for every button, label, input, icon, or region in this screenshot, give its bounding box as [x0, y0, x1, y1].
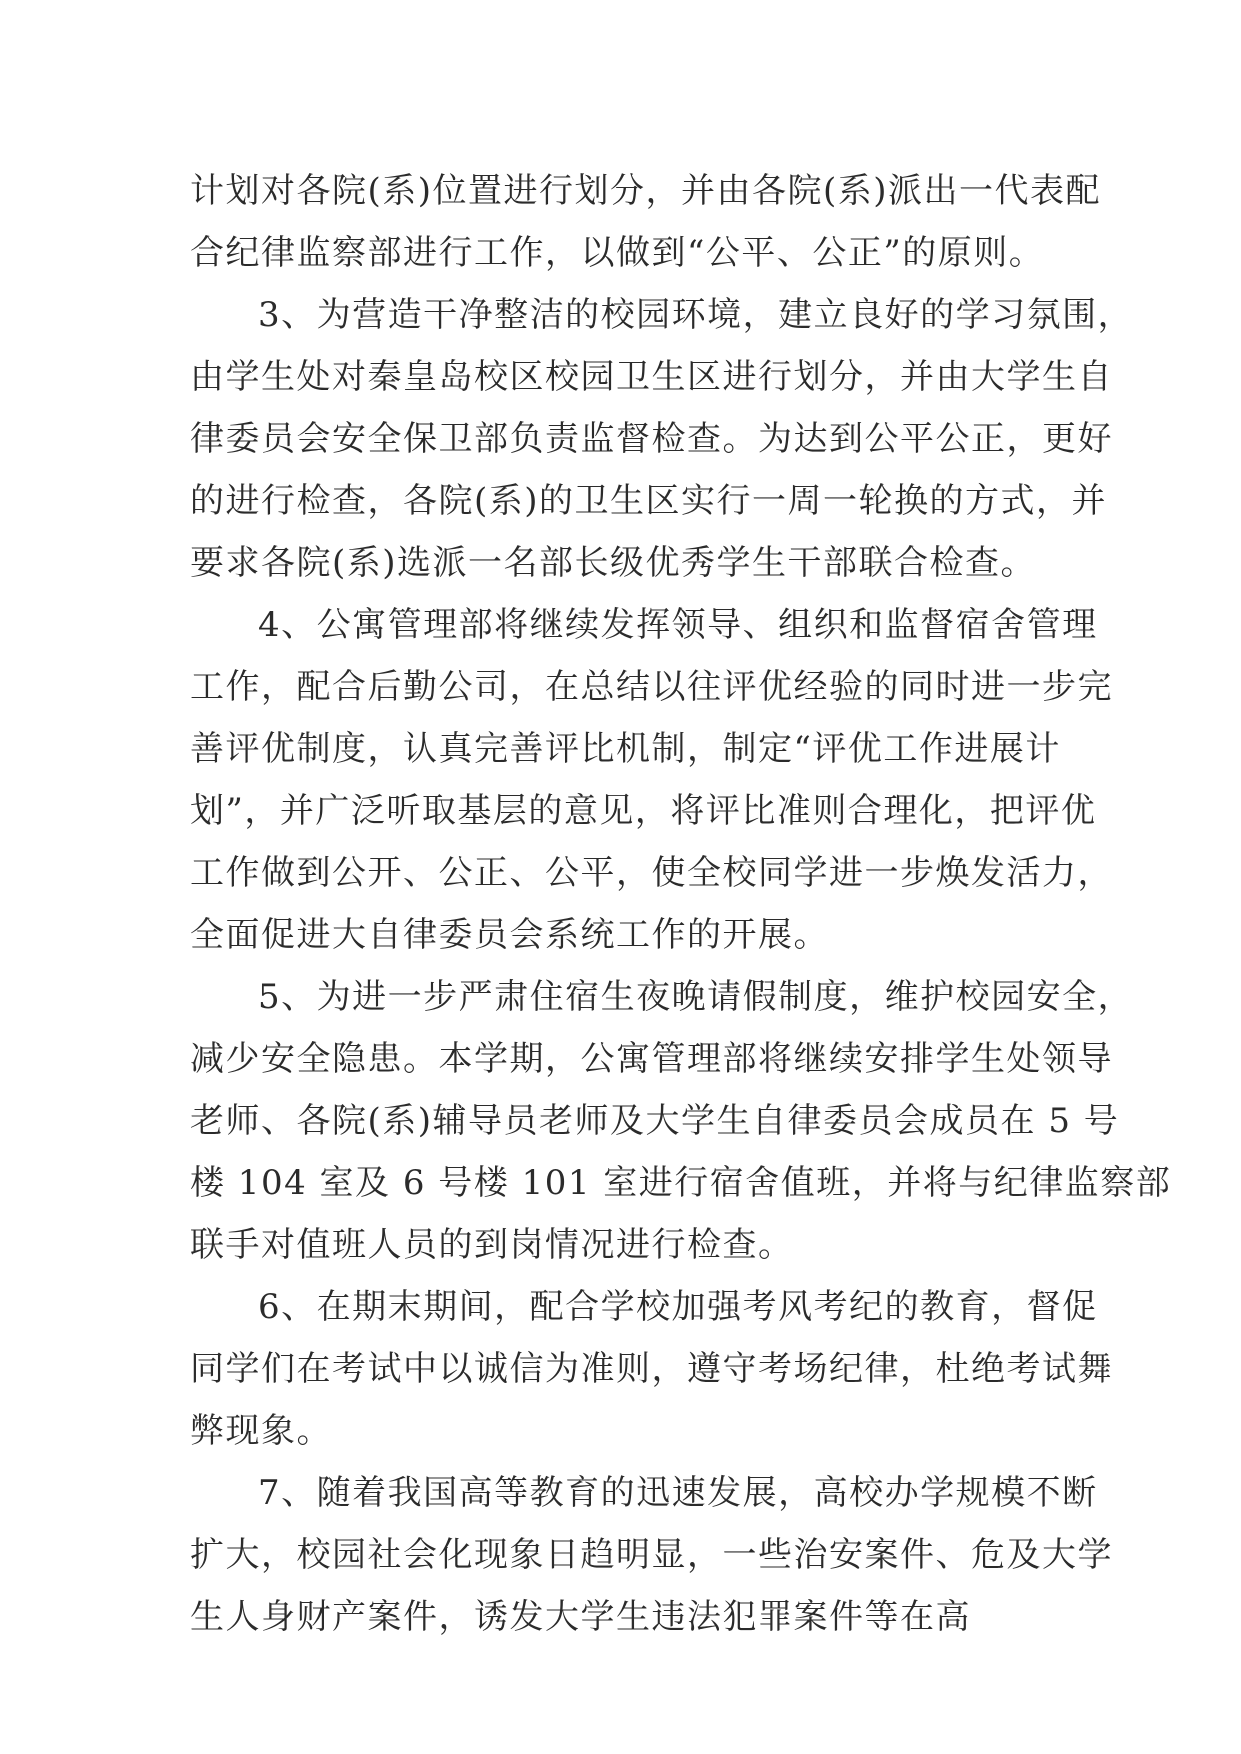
- text-line: 计划对各院(系)位置进行划分，并由各院(系)派出一代表配: [190, 171, 1102, 211]
- text-line: 生人身财产案件，诱发大学生违法犯罪案件等在高: [190, 1597, 971, 1637]
- text-line: 的进行检查，各院(系)的卫生区实行一周一轮换的方式，并: [190, 481, 1108, 521]
- text-line: 划”，并广泛听取基层的意见，将评比准则合理化，把评优: [190, 791, 1097, 831]
- text-line: 全面促进大自律委员会系统工作的开展。: [190, 915, 829, 955]
- text-line: 老师、各院(系)辅导员老师及大学生自律委员会成员在 5 号: [190, 1101, 1120, 1141]
- body-text: [190, 160, 1172, 1648]
- text-line: 弊现象。: [190, 1411, 332, 1451]
- text-line: 工作，配合后勤公司，在总结以往评优经验的同时进一步完: [190, 667, 1113, 707]
- paragraph-7-start: 7、随着我国高等教育的迅速发展，高校办学规模不断: [258, 1473, 1098, 1513]
- text-line: 合纪律监察部进行工作，以做到“公平、公正”的原则。: [190, 233, 1045, 273]
- text-line: 同学们在考试中以诚信为准则，遵守考场纪律，杜绝考试舞: [190, 1349, 1113, 1389]
- text-line: 工作做到公开、公正、公平，使全校同学进一步焕发活力，: [190, 853, 1113, 893]
- text-line: 善评优制度，认真完善评比机制，制定“评优工作进展计: [190, 729, 1061, 769]
- text-line: 律委员会安全保卫部负责监督检查。为达到公平公正，更好: [190, 419, 1113, 459]
- text-line: 要求各院(系)选派一名部长级优秀学生干部联合检查。: [190, 543, 1037, 583]
- paragraph-3-start: 3、为营造干净整洁的校园环境，建立良好的学习氛围，: [258, 295, 1134, 335]
- paragraph-5-start: 5、为进一步严肃住宿生夜晚请假制度，维护校园安全，: [258, 977, 1134, 1017]
- text-line: 减少安全隐患。本学期，公寓管理部将继续安排学生处领导: [190, 1039, 1113, 1079]
- text-line: 扩大，校园社会化现象日趋明显，一些治安案件、危及大学: [190, 1535, 1113, 1575]
- paragraph-6-start: 6、在期末期间，配合学校加强考风考纪的教育，督促: [258, 1287, 1098, 1327]
- text-line: 由学生处对秦皇岛校区校园卫生区进行划分，并由大学生自: [190, 357, 1113, 397]
- paragraph-4-start: 4、公寓管理部将继续发挥领导、组织和监督宿舍管理: [258, 605, 1098, 645]
- text-line: 联手对值班人员的到岗情况进行检查。: [190, 1225, 794, 1265]
- text-line: 楼 104 室及 6 号楼 101 室进行宿舍值班，并将与纪律监察部: [190, 1163, 1172, 1203]
